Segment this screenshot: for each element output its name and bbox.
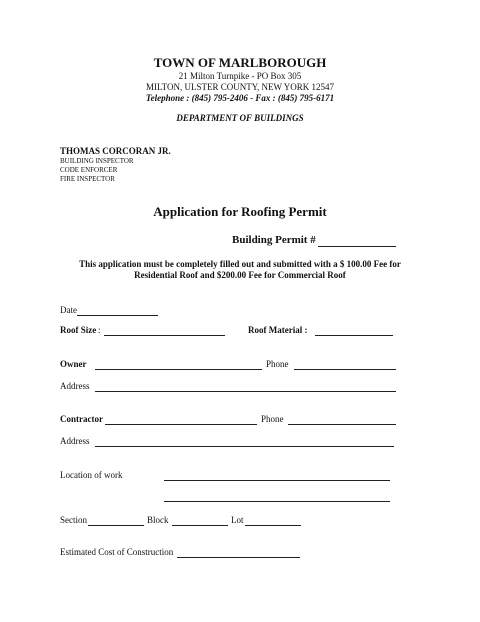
- department-name: DEPARTMENT OF BUILDINGS: [176, 113, 304, 123]
- inspector-name: THOMAS CORCORAN JR.: [60, 146, 171, 156]
- fee-notice-line-1: This application must be completely filled out and submitted with a $ 100.00 Fee for: [79, 259, 401, 269]
- section-field[interactable]: [88, 525, 144, 526]
- owner-address-label: Address: [60, 381, 90, 391]
- fee-notice-line-2: Residential Roof and $200.00 Fee for Commercial Roof: [134, 270, 346, 280]
- location-of-work-label: Location of work: [60, 470, 123, 480]
- roof-material-label: Roof Material :: [248, 325, 308, 335]
- contractor-address-label: Address: [60, 436, 90, 446]
- location-of-work-field-2[interactable]: [164, 501, 390, 502]
- owner-label: Owner: [60, 359, 87, 369]
- owner-field[interactable]: [95, 369, 262, 370]
- form-title: Application for Roofing Permit: [153, 204, 327, 219]
- roof-size-field[interactable]: [104, 335, 225, 336]
- location-of-work-field[interactable]: [164, 480, 390, 481]
- section-label: Section: [60, 515, 87, 525]
- estimated-cost-label: Estimated Cost of Construction: [60, 547, 174, 557]
- building-permit-label: Building Permit #: [232, 234, 316, 246]
- owner-phone-label: Phone: [266, 359, 289, 369]
- contractor-phone-field[interactable]: [288, 424, 396, 425]
- date-field[interactable]: [77, 315, 158, 316]
- telephone-fax: Telephone : (845) 795-2406 - Fax : (845) 795-6171: [145, 93, 335, 103]
- town-address-line-2: MILTON, ULSTER COUNTY, NEW YORK 12547: [145, 82, 335, 92]
- contractor-phone-label: Phone: [261, 414, 284, 424]
- contractor-label: Contractor: [60, 414, 103, 424]
- roof-size-colon: :: [98, 325, 101, 335]
- roof-size-label: Roof Size: [60, 325, 97, 335]
- inspector-title: BUILDING INSPECTOR: [60, 157, 134, 165]
- date-label: Date: [60, 305, 77, 315]
- contractor-address-field[interactable]: [95, 446, 394, 447]
- owner-phone-field[interactable]: [294, 369, 396, 370]
- town-name: TOWN OF MARLBOROUGH: [153, 55, 327, 70]
- estimated-cost-field[interactable]: [177, 557, 300, 558]
- block-label: Block: [147, 515, 169, 525]
- inspector-title: CODE ENFORCER: [60, 166, 118, 174]
- inspector-title: FIRE INSPECTOR: [60, 175, 115, 183]
- block-field[interactable]: [172, 525, 228, 526]
- lot-field[interactable]: [245, 525, 301, 526]
- lot-label: Lot: [231, 515, 244, 525]
- building-permit-number-field[interactable]: [318, 246, 396, 247]
- roof-material-field[interactable]: [315, 335, 393, 336]
- town-address-line-1: 21 Milton Turnpike - PO Box 305: [178, 71, 302, 81]
- owner-address-field[interactable]: [95, 391, 396, 392]
- contractor-field[interactable]: [105, 424, 257, 425]
